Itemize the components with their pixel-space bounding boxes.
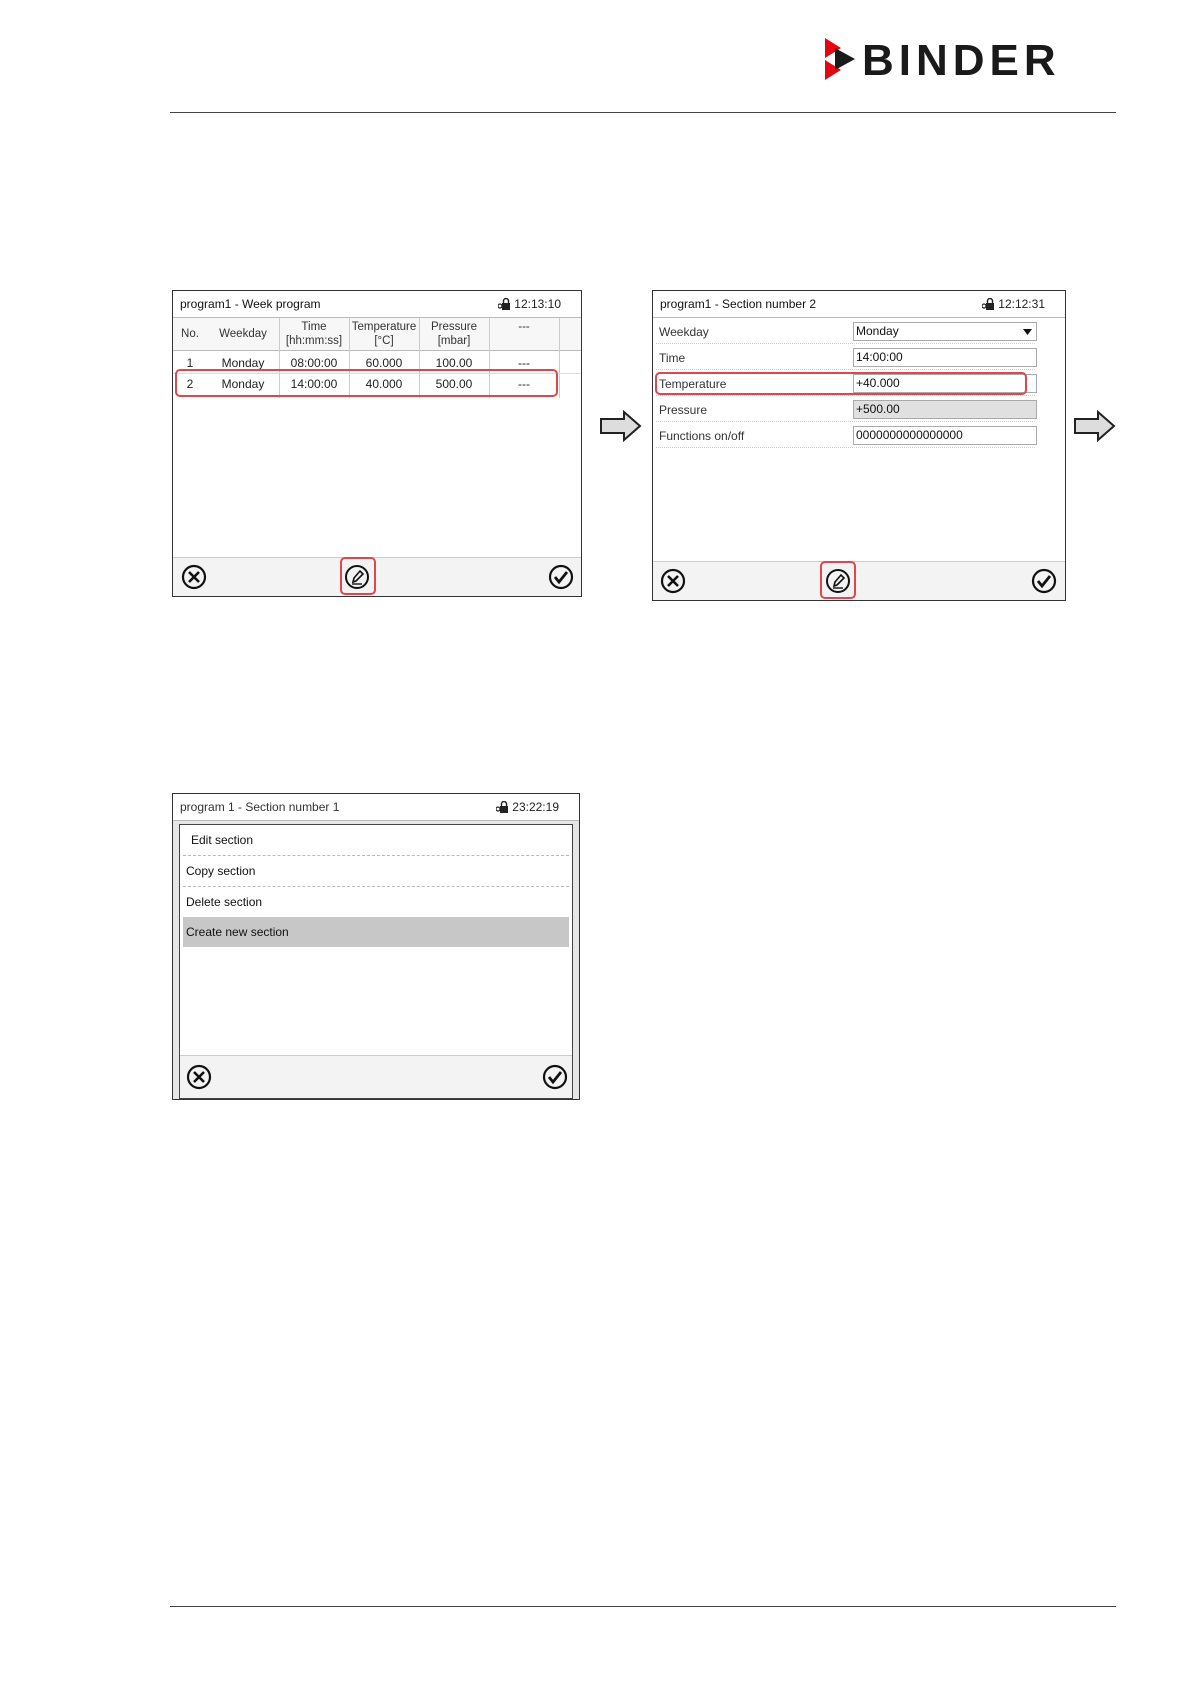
edit-button-highlight [340,557,376,595]
field-label: Temperature [659,377,727,391]
cell-pressure: 100.00 [435,356,473,370]
menu-item-edit-section[interactable]: Edit section [183,825,569,856]
column-header-pressure: Pressure [mbar] [430,321,478,347]
cell-weekday: Monday [221,356,265,370]
cancel-icon[interactable] [186,1064,212,1090]
divider [656,395,1035,396]
edit-button-highlight [820,561,856,599]
section-menu-screen [172,793,580,1100]
field-label: Pressure [659,403,708,417]
binder-logo-mark [825,38,859,80]
cell-no: 2 [186,377,194,391]
cell-temperature: 40.000 [365,377,403,391]
selection-highlight [655,372,1027,395]
bottom-bar [653,561,1065,600]
field-functions [653,424,1065,448]
arrow-right-icon [1074,410,1116,442]
bottom-bar [173,557,581,596]
divider [656,447,1035,448]
weekday-dropdown[interactable]: Monday [853,322,1037,341]
cell-pressure: 500.00 [435,377,473,391]
binder-logo-text: BINDER [862,36,1061,85]
lock-icon [498,298,511,310]
lock-icon [496,801,509,813]
screen-titlebar [173,794,579,821]
divider [656,369,1035,370]
cancel-icon[interactable] [660,568,686,594]
cell-extra: --- [518,377,530,391]
clock [982,297,1045,311]
menu-item-delete-section[interactable]: Delete section [186,895,263,909]
cell-temperature: 60.000 [365,356,403,370]
arrow-right-icon [600,410,642,442]
clock [496,800,559,814]
cell-extra: --- [518,356,530,370]
field-pressure [653,398,1065,422]
divider [656,343,1035,344]
week-program-screen [172,290,582,597]
field-label: Weekday [659,325,709,339]
menu-item-copy-section[interactable]: Copy section [183,856,569,887]
screen-titlebar [653,291,1065,318]
section-detail-screen [652,290,1066,601]
field-label: Time [659,351,686,365]
cell-time: 08:00:00 [290,356,338,370]
time-input[interactable]: 14:00:00 [853,348,1037,367]
menu-item-create-new-section[interactable]: Create new section [183,917,569,947]
clock-time: 12:13:10 [514,297,561,311]
confirm-icon[interactable] [548,564,574,590]
screen-titlebar [173,291,581,318]
field-time [653,346,1065,370]
field-weekday [653,320,1065,344]
bottom-bar [180,1055,572,1098]
cell-no: 1 [186,356,194,370]
divider [656,421,1035,422]
context-menu [179,824,573,1099]
screen-title: program1 - Week program [180,297,321,311]
selection-highlight [175,369,558,397]
confirm-icon[interactable] [542,1064,568,1090]
pressure-input[interactable]: +500.00 [853,400,1037,419]
cancel-icon[interactable] [181,564,207,590]
column-header-weekday: Weekday [219,328,267,340]
cell-weekday: Monday [221,377,265,391]
header-rule [170,112,1116,113]
footer-rule [170,1606,1116,1607]
screen-title: program1 - Section number 2 [660,297,817,311]
cell-time: 14:00:00 [290,377,338,391]
clock [498,297,561,311]
clock-time: 23:22:19 [512,800,559,814]
confirm-icon[interactable] [1031,568,1057,594]
field-label: Functions on/off [659,429,745,443]
column-header-temperature: Temperature [°C] [351,321,417,347]
screen-title: program 1 - Section number 1 [180,800,340,814]
functions-input[interactable]: 0000000000000000 [853,426,1037,445]
column-header-no: No. [181,328,199,340]
temperature-input[interactable]: +40.000 [853,374,1037,393]
column-header-time: Time [hh:mm:ss] [285,321,343,347]
lock-icon [982,298,995,310]
clock-time: 12:12:31 [998,297,1045,311]
chevron-down-icon [1023,329,1032,335]
table-header [173,318,581,351]
column-header-extra: --- [518,321,530,333]
